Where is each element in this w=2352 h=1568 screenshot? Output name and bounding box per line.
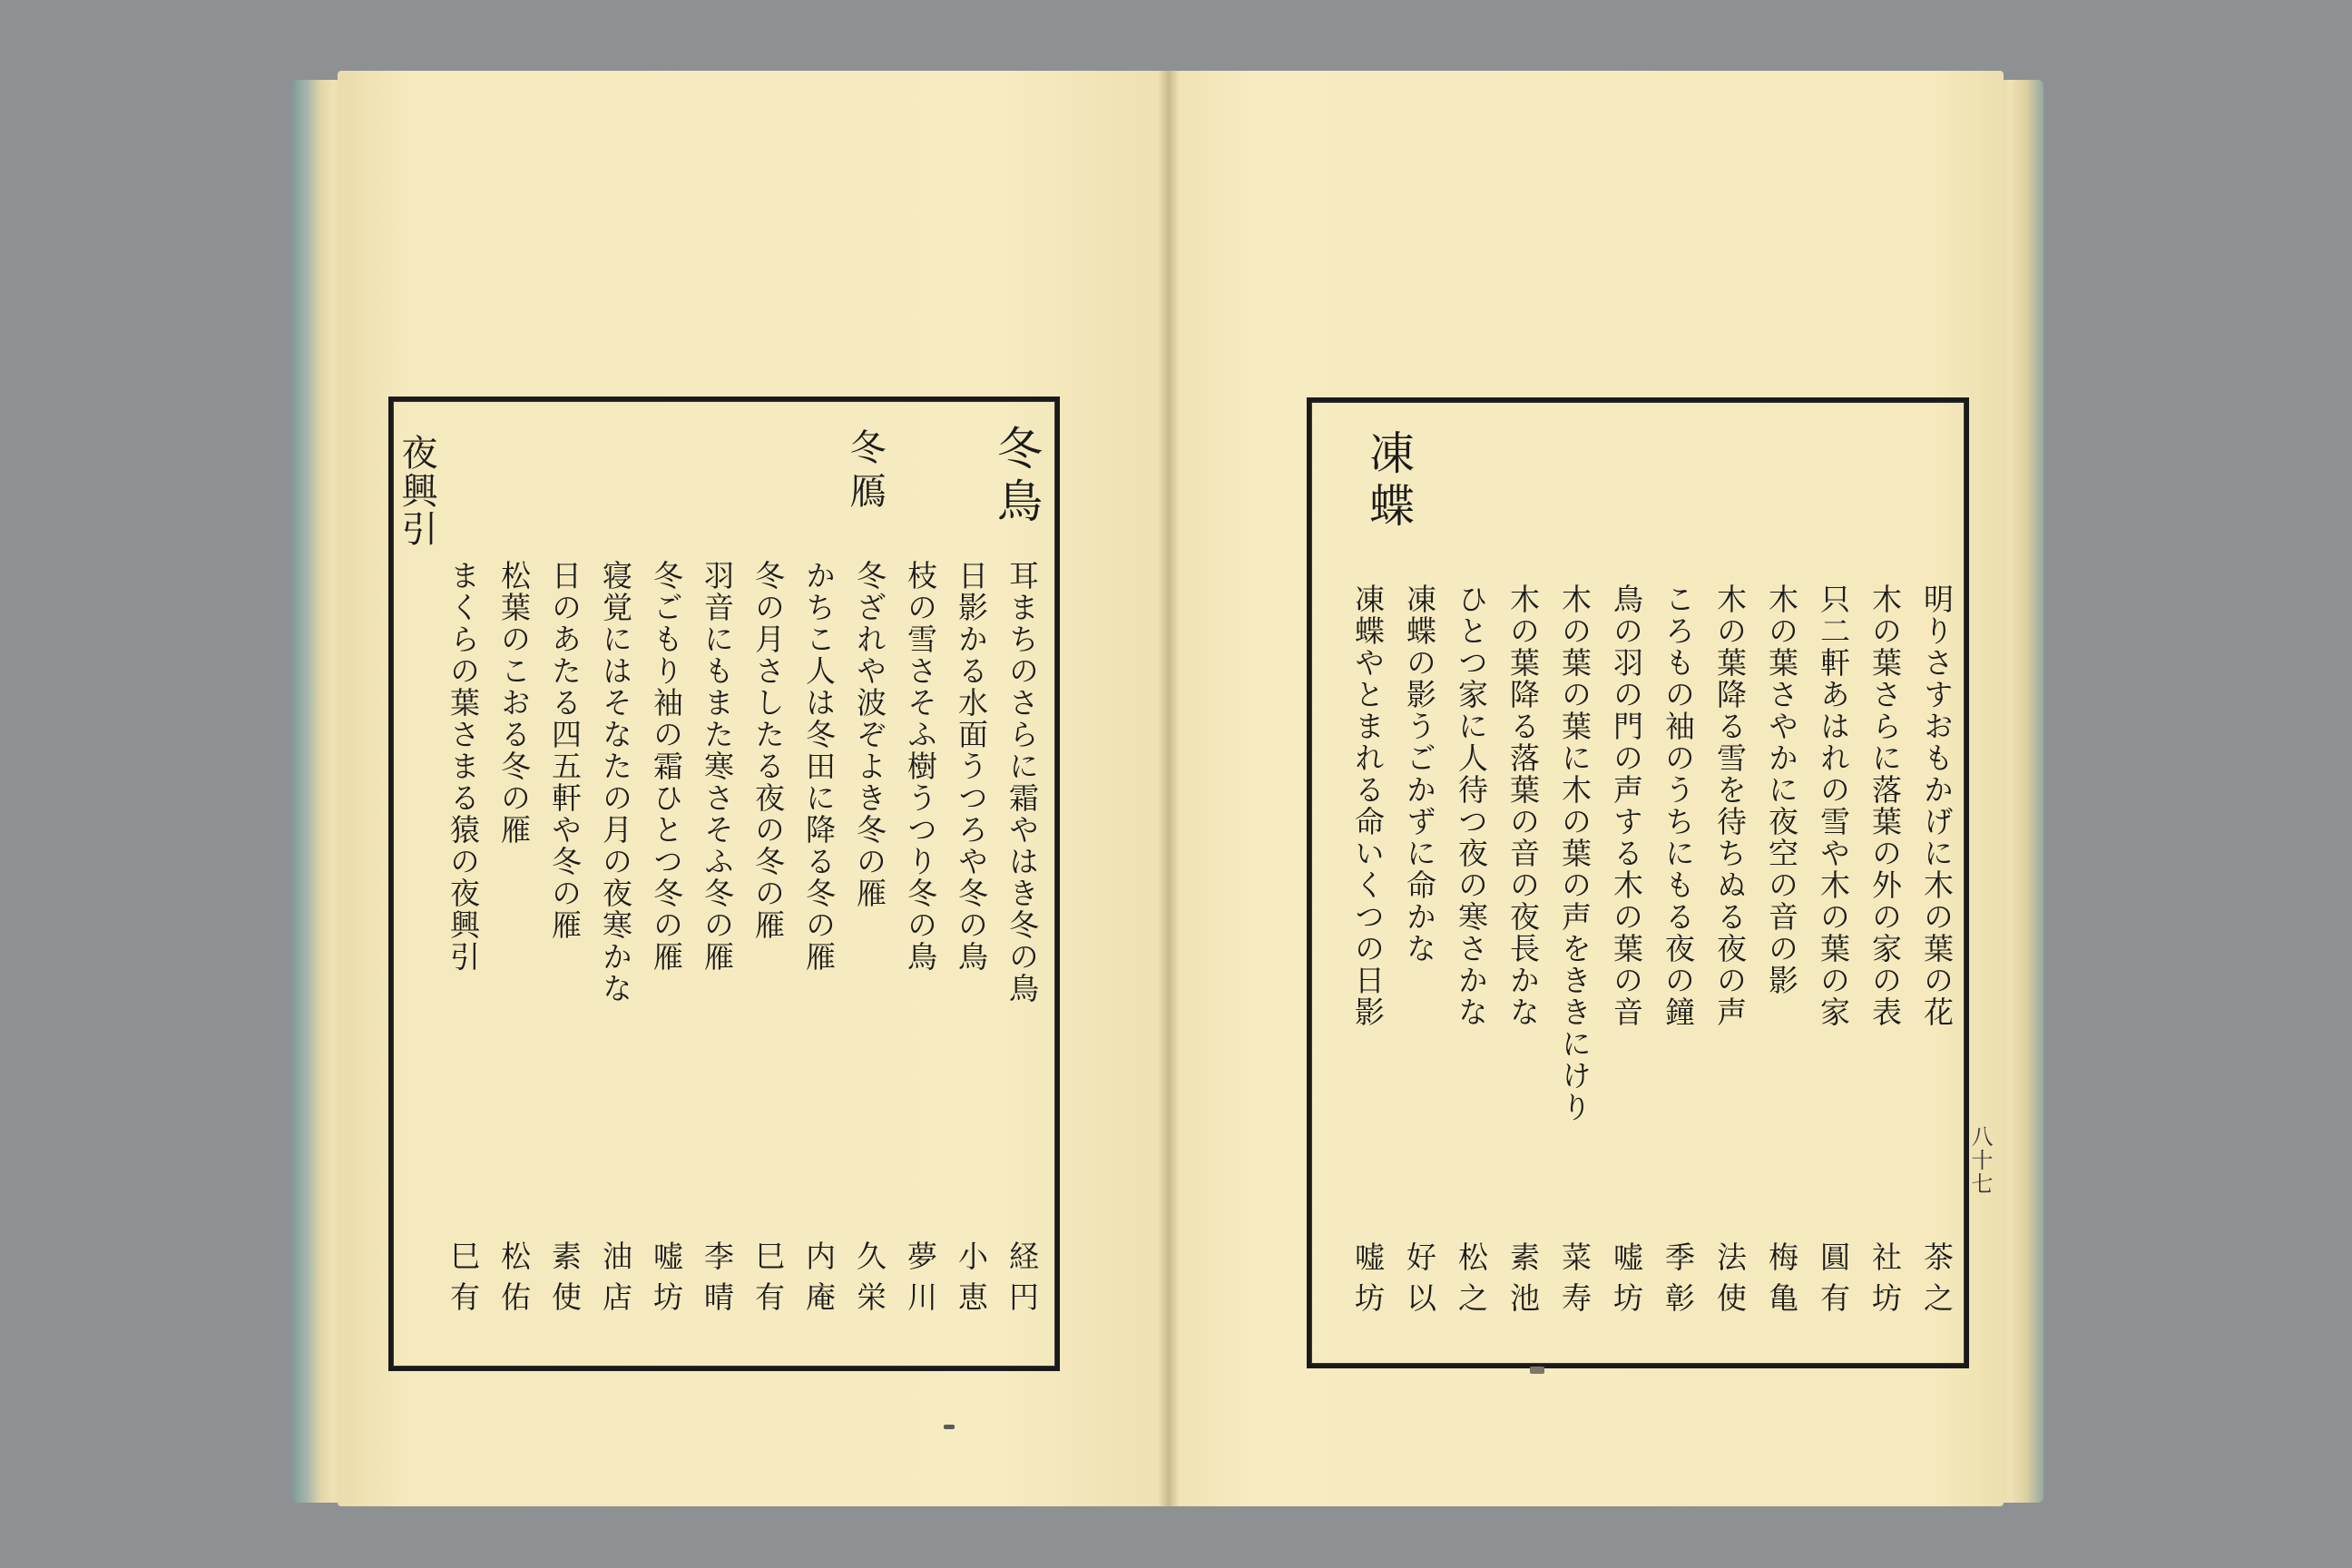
section-title: 凍蝶	[1362, 429, 1415, 534]
author-name: 圓有	[1816, 1241, 1851, 1323]
verse-column: 木の葉降る落葉の音の夜長かな	[1505, 583, 1541, 1028]
author-name: 嘘坊	[1609, 1241, 1644, 1323]
author-name: 李晴	[700, 1240, 735, 1322]
author-name: 油店	[598, 1240, 633, 1322]
author-name: 茶之	[1919, 1241, 1955, 1323]
verse-column: 凍蝶やとまれる命いくつの日影	[1350, 583, 1386, 1028]
author-name: 梅亀	[1764, 1241, 1799, 1323]
author-name: 久栄	[852, 1240, 887, 1322]
verse-column: 木の葉の葉に木の葉の声をききにけり	[1557, 583, 1592, 1123]
section-title: 夜興引	[396, 434, 437, 548]
author-name: 松佑	[496, 1240, 532, 1322]
right-text-frame	[1307, 397, 1969, 1368]
author-name: 菜寿	[1557, 1241, 1592, 1323]
author-name: 経円	[1004, 1240, 1040, 1322]
verse-column: ころもの袖のうちにもる夜の鐘	[1661, 583, 1696, 1028]
author-name: 嘘坊	[1350, 1241, 1386, 1323]
author-name: 夢川	[903, 1240, 938, 1322]
page-folio: 八十七	[1967, 1125, 1993, 1196]
author-name: 法使	[1712, 1241, 1748, 1323]
author-name: 松之	[1454, 1241, 1489, 1323]
author-name: 巳有	[446, 1240, 481, 1322]
verse-column: ひとつ家に人待つ夜の寒さかな	[1454, 583, 1489, 1028]
book-gutter	[1158, 71, 1180, 1506]
verse-column: 凍蝶の影うごかずに命かな	[1402, 583, 1437, 965]
verse-column: まくらの葉さまる猿の夜興引	[446, 560, 481, 973]
author-name: 巳有	[750, 1240, 786, 1322]
verse-column: 日のあたる四五軒や冬の雁	[547, 560, 583, 941]
author-name: 社坊	[1867, 1241, 1903, 1323]
paper-stain	[1530, 1367, 1544, 1374]
author-name: 内庵	[801, 1240, 837, 1322]
verse-column: 木の葉さやかに夜空の音の影	[1764, 583, 1799, 996]
author-name: 季彰	[1661, 1241, 1696, 1323]
author-name: 嘘坊	[649, 1240, 684, 1322]
verse-column: 木の葉さらに落葉の外の家の表	[1867, 583, 1903, 1028]
verse-column: 日影かる水面うつろや冬の鳥	[954, 560, 989, 973]
author-name: 素使	[547, 1240, 583, 1322]
author-name: 好以	[1402, 1241, 1437, 1323]
verse-column: かちこ人は冬田に降る冬の雁	[801, 560, 837, 973]
verse-column: 冬の月さしたる夜の冬の雁	[750, 560, 786, 941]
verse-column: 耳まちのさらに霜やはき冬の鳥	[1004, 560, 1040, 1004]
verse-column: 只二軒あはれの雪や木の葉の家	[1816, 583, 1851, 1028]
section-title: 冬鳥	[990, 425, 1043, 530]
verse-column: 明りさすおもかげに木の葉の花	[1919, 583, 1955, 1028]
section-title: 冬鴈	[844, 428, 886, 515]
verse-column: 松葉のこおる冬の雁	[496, 560, 532, 846]
left-text-frame	[388, 397, 1060, 1371]
author-name: 小恵	[954, 1240, 989, 1322]
verse-column: 冬ざれや波ぞよき冬の雁	[852, 560, 887, 909]
verse-column: 冬ごもり袖の霜ひとつ冬の雁	[649, 560, 684, 973]
verse-column: 枝の雪さそふ樹うつり冬の鳥	[903, 560, 938, 973]
verse-column: 鳥の羽の門の声する木の葉の音	[1609, 583, 1644, 1028]
verse-column: 羽音にもまた寒さそふ冬の雁	[700, 560, 735, 973]
verse-column: 寝覚にはそなたの月の夜寒かな	[598, 560, 633, 1004]
paper-stain	[944, 1425, 955, 1429]
author-name: 素池	[1505, 1241, 1541, 1323]
verse-column: 木の葉降る雪を待ちぬる夜の声	[1712, 583, 1748, 1028]
